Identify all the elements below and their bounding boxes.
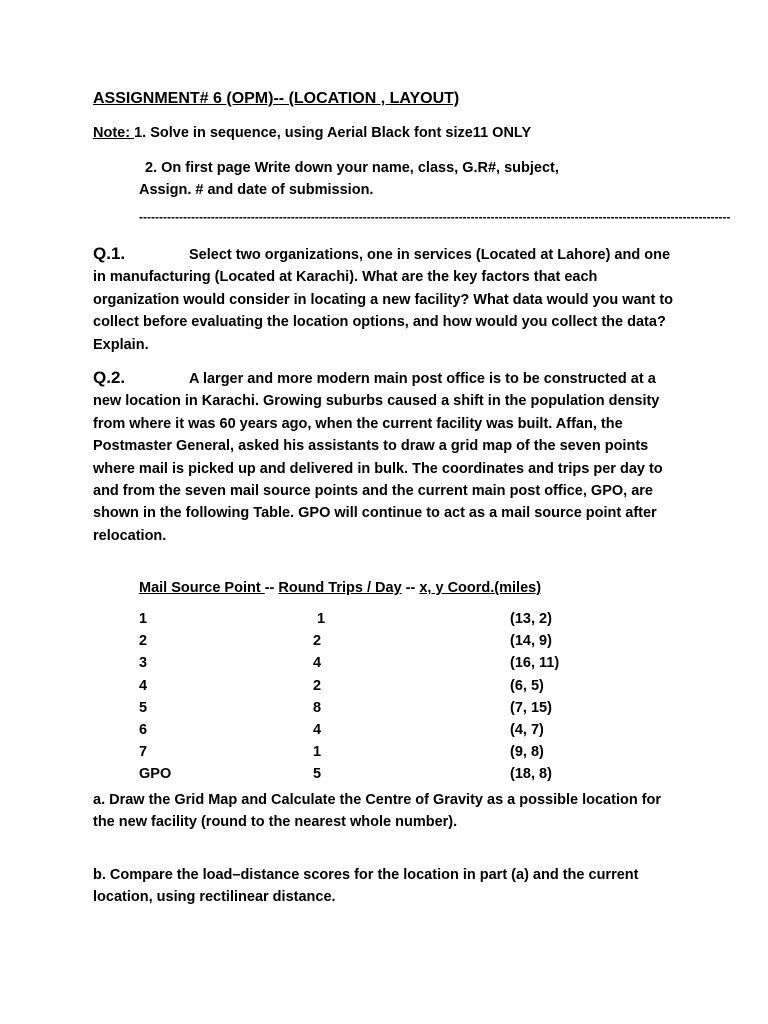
cell-point: GPO [139, 766, 172, 783]
header-separator-1: -- [264, 580, 279, 596]
header-separator-2: -- [401, 580, 420, 596]
cell-point: 1 [139, 611, 148, 627]
note-line-1 [93, 125, 531, 141]
note-item-2-line-2: Assign. # and date of submission. [139, 182, 374, 198]
question-2 [93, 367, 683, 547]
question-1-label: Q.1. [93, 244, 126, 263]
cell-point: 5 [139, 699, 148, 716]
question-2-text: A larger and more modern main post office is to be constructed at a new location in Karachi. Growing suburbs caused a shift in the population density from where it was 60 years ago, when the current facility was built. Affan, the Postmaster General, asked his assistants to draw a grid map of the seven points where mail is picked up and delivered in bulk. The coordinates and trips per day to and from the seven mail source points and the current main post office, GPO, are shown in the following Table. GPO will continue to act as a mail source point after relocation. [93, 371, 663, 544]
question-1-text: Select two organizations, one in services (Located at Lahore) and one in manufacturing (Located at Karachi). What are the key factors that each organization would consider in locating a new facility? What data would you want to collect before evaluating the location options, and how would you collect the data? Explain. [93, 247, 674, 353]
question-2-label: Q.2. [93, 368, 126, 387]
assignment-title: ASSIGNMENT# 6 (OPM)-- (LOCATION , LAYOUT) [93, 90, 460, 107]
cell-trips: 2 [313, 633, 322, 650]
note-item-1: 1. Solve in sequence, using Aerial Black font size11 ONLY [134, 125, 532, 141]
cell-trips: 5 [313, 766, 322, 783]
cell-coord: (9, 8) [510, 744, 544, 761]
cell-coord: (6, 5) [510, 677, 544, 694]
cell-coord: (7, 15) [510, 699, 552, 716]
table-header [139, 580, 541, 596]
separator-line: ---------------------------------------------------------------------------------------------------------------------------------------------------- [139, 210, 731, 224]
question-1 [93, 243, 683, 356]
cell-trips: 1 [313, 744, 322, 761]
cell-point: 2 [139, 633, 148, 650]
question-2-part-a: a. Draw the Grid Map and Calculate the Centre of Gravity as a possible location for the new facility (round to the nearest whole number). [93, 792, 662, 831]
cell-point: 7 [139, 744, 148, 761]
cell-point: 6 [139, 722, 148, 738]
cell-point: 3 [139, 655, 148, 672]
cell-coord: (16, 11) [510, 655, 560, 672]
header-mail-source-point: Mail Source Point [139, 580, 265, 596]
cell-coord: (4, 7) [510, 722, 544, 738]
note-label: Note: [93, 125, 135, 141]
header-coordinates: x, y Coord.(miles) [419, 580, 542, 596]
cell-trips: 2 [313, 677, 322, 694]
cell-coord: (14, 9) [510, 633, 552, 650]
cell-trips: 8 [313, 699, 322, 716]
cell-coord: (13, 2) [510, 611, 552, 627]
note-item-2 [139, 157, 559, 201]
cell-trips: 4 [313, 655, 322, 672]
cell-trips: 1 [313, 611, 326, 627]
cell-trips: 4 [313, 722, 322, 738]
note-item-2-line-1: 2. On first page Write down your name, class, G.R#, subject, [145, 160, 559, 176]
cell-coord: (18, 8) [510, 766, 552, 783]
cell-point: 4 [139, 677, 148, 694]
header-round-trips: Round Trips / Day [278, 580, 402, 596]
question-2-part-b: b. Compare the load–distance scores for the location in part (a) and the current location, using rectilinear distance. [93, 867, 639, 906]
